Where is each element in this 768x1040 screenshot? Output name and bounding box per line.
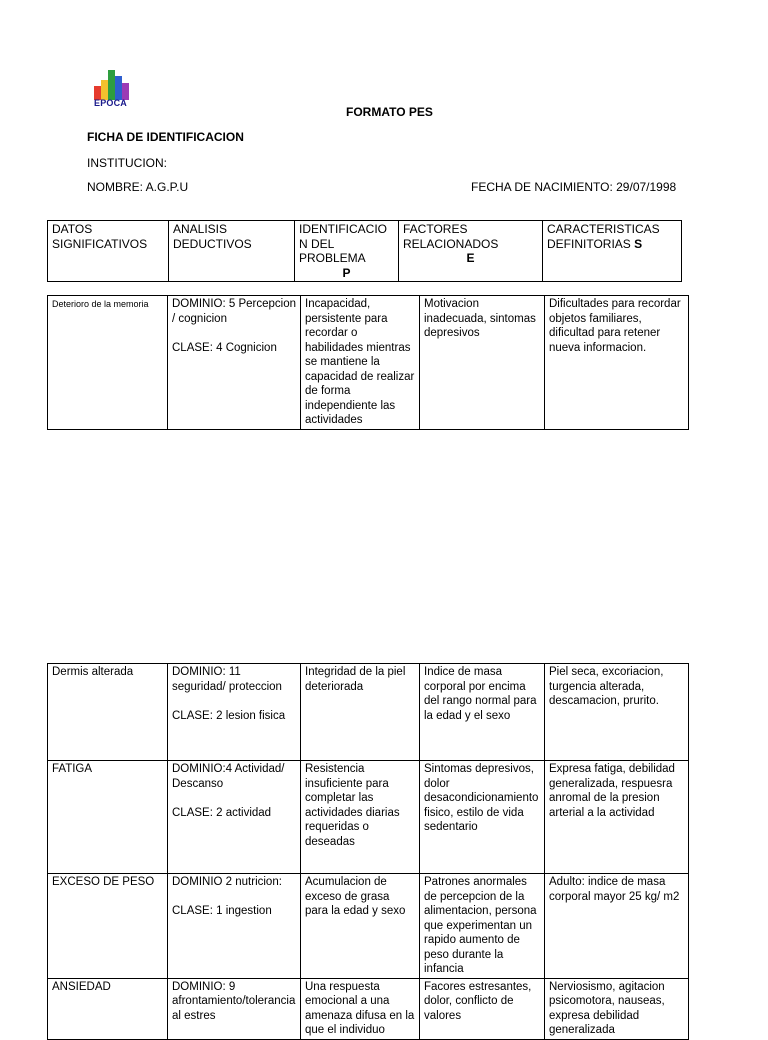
header-datos-label: DATOS SIGNIFICATIVOS [52,222,148,251]
pes-header-table [47,220,682,282]
nombre-field: NOMBRE: A.G.P.U [87,180,189,194]
cell-problema [301,296,420,430]
cell-analisis [168,296,301,430]
logo-bars [94,70,128,100]
cell-caracteristicas [545,761,689,874]
cell-analisis [168,874,301,979]
dato-text: FATIGA [52,763,93,775]
dominio-text: DOMINIO 2 nutricion: [172,876,282,888]
cell-caracteristicas [545,978,689,1039]
factores-text: Sintomas depresivos, dolor desacondicionamiento fisico, estilo de vida sedentario [424,763,539,833]
cell-dato [48,296,168,430]
dominio-text: DOMINIO: 11 seguridad/ proteccion [172,666,282,693]
cell-caracteristicas [545,296,689,430]
pes-diagnosticos-table [47,663,689,1040]
cell-dato [48,874,168,979]
cell-dato [48,664,168,761]
header-letter-e: E [466,251,475,265]
header-analisis-label: ANALISIS DEDUCTIVOS [173,222,252,251]
cell-caracteristicas [545,664,689,761]
logo-bar [101,80,108,100]
clase-text: CLASE: 2 lesion fisica [172,709,286,722]
header-problema [295,221,399,282]
cell-analisis [168,761,301,874]
cell-problema [301,978,420,1039]
header-problema-label: IDENTIFICACIO N DEL PROBLEMA [299,222,388,265]
caracteristicas-text: Dificultades para recordar objetos familiares, dificultad para retener nueva informacion. [549,298,681,354]
ficha-heading: FICHA DE IDENTIFICACION [87,130,244,144]
table-row [48,978,689,1039]
table-row [48,874,689,979]
clase-text: CLASE: 4 Cognicion [172,341,277,354]
epoca-logo [92,70,128,110]
factores-text: Indice de masa corporal por encima del rango normal para la edad y el sexo [424,666,537,722]
cell-analisis [168,978,301,1039]
cell-factores [420,874,545,979]
pes-memoria-table [47,295,689,430]
cell-dato [48,761,168,874]
dominio-text: DOMINIO: 5 Percepcion / cognicion [172,298,296,325]
header-datos [48,221,169,282]
header-caracteristicas-label: CARACTERISTICAS DEFINITORIAS [547,222,660,251]
dato-text: EXCESO DE PESO [52,876,155,888]
cell-factores [420,296,545,430]
header-analisis [169,221,295,282]
cell-problema [301,664,420,761]
cell-factores [420,978,545,1039]
cell-analisis [168,664,301,761]
clase-text: CLASE: 1 ingestion [172,905,272,917]
problema-text: Acumulacion de exceso de grasa para la edad y sexo [305,876,406,917]
table-row [48,761,689,874]
table-row [48,296,689,430]
cell-factores [420,664,545,761]
document-title: FORMATO PES [346,105,433,119]
header-factores-label: FACTORES RELACIONADOS [403,222,499,251]
header-letter-p: P [342,265,351,280]
logo-bar [115,76,122,100]
problema-text: Integridad de la piel deteriorada [305,666,406,693]
cell-factores [420,761,545,874]
logo-text: EPOCA [94,98,128,108]
factores-text: Facores estresantes, dolor, conflicto de valores [424,980,532,1022]
header-letter-s: S [634,236,643,251]
logo-bar [108,70,115,100]
problema-text: Incapacidad, persistente para recordar o habilidades mientras se mantiene la capacidad de realizar de forma independiente las actividades [305,298,415,426]
header-caracteristicas [543,221,682,282]
caracteristicas-text: Expresa fatiga, debilidad generalizada, respuesra anromal de la presion arterial a la actividad [549,763,675,819]
table-row [48,664,689,761]
factores-text: Patrones anormales de percepcion de la alimentacion, persona que experimentan un rapido aumento de peso durante la infancia [424,876,537,975]
factores-text: Motivacion inadecuada, sintomas depresivos [424,298,536,339]
caracteristicas-text: Nerviosismo, agitacion psicomotora, nauseas, expresa debilidad generalizada [549,980,665,1036]
cell-problema [301,874,420,979]
header-row [48,221,682,282]
fecha-nacimiento-field: FECHA DE NACIMIENTO: 29/07/1998 [471,180,677,194]
dominio-text: DOMINIO: 9 afrontamiento/tolerancia al estres [172,980,296,1022]
dato-text: ANSIEDAD [52,980,111,993]
dominio-text: DOMINIO:4 Actividad/ Descanso [172,763,285,790]
problema-text: Resistencia insuficiente para completar las actividades diarias requeridas o deseadas [305,763,400,848]
dato-text: Dermis alterada [52,666,134,678]
caracteristicas-text: Piel seca, excoriacion, turgencia alterada, descamacion, prurito. [549,666,664,707]
clase-text: CLASE: 2 actividad [172,806,272,819]
institucion-label: INSTITUCION: [87,156,167,170]
cell-caracteristicas [545,874,689,979]
dato-text: Deterioro de la memoria [52,299,149,309]
problema-text: Una respuesta emocional a una amenaza difusa en la que el individuo [305,980,415,1036]
cell-dato [48,978,168,1039]
header-factores [399,221,543,282]
cell-problema [301,761,420,874]
caracteristicas-text: Adulto: indice de masa corporal mayor 25 kg/ m2 [549,876,680,903]
